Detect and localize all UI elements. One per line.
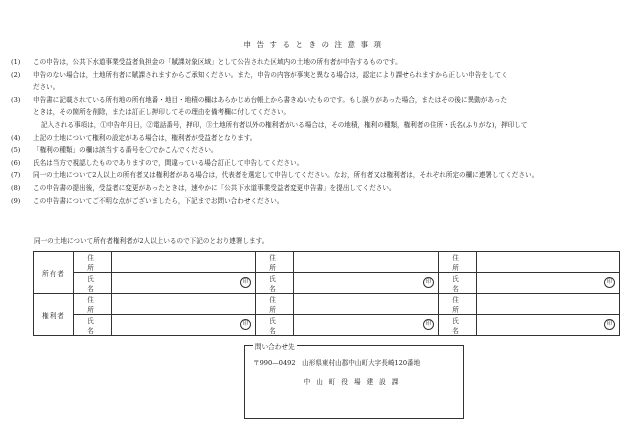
name-label: 氏 名 — [439, 273, 477, 294]
page-title: 申告するときの注意事項 — [243, 40, 387, 49]
note-3: (3) 申告書に記載されている所有地の所有地番・地目・地積の欄はあらかじめ台帳上から書きぬいたものです。もし誤りがあった場合，またはその後に異動があった ときは，その箇所を削除，または訂正し押印してその理由を備考欄に付してください。 記入される事項は，①申告年月日，②電話番号，押印，③土地所有者以外の権利者がいる場合は，その地積，権利の種類，権利者の住所・氏名(ふりがな)，押印して — [11, 95, 528, 129]
owner-name-field-2[interactable] — [294, 273, 439, 294]
owner-address-field-2[interactable] — [294, 252, 439, 273]
address-label: 住 所 — [439, 294, 477, 315]
right-name-row — [34, 315, 620, 336]
seal-icon: 印 — [240, 319, 251, 330]
seal-icon: 印 — [423, 319, 434, 330]
contact-department: 中山町役場建設課 — [303, 378, 405, 386]
seal-icon: 印 — [240, 277, 251, 288]
contact-header: 問い合わせ先 — [255, 343, 295, 351]
seal-icon: 印 — [423, 277, 434, 288]
owner-name-field-1[interactable] — [112, 273, 256, 294]
notes-list — [11, 56, 623, 207]
right-name-field-3[interactable] — [477, 315, 620, 336]
address-label: 住 所 — [74, 294, 112, 315]
note-8: (8) この申告書の提出後，受益者に変更があったときは，速やかに「公共下水道事業受益者変更申告書」を提出してください。 — [11, 183, 396, 192]
name-label: 氏 名 — [256, 315, 294, 336]
right-name-field-1[interactable] — [112, 315, 256, 336]
note-4: (4) 上記の土地について権利の設定がある場合は，権利者が受益者となります。 — [11, 133, 257, 142]
right-name-field-2[interactable] — [294, 315, 439, 336]
note-9: (9) この申告書についてご不明な点がございましたら，下記までお問い合わせください。 — [11, 196, 284, 205]
note-2: (2) 申告のない場合は，土地所有者に賦課されますからご承知ください。また，申告の内容が事実と異なる場合は，認定により課せられますから正しい申告をしてく ださい。 — [11, 70, 508, 92]
note-7: (7) 同一の土地について2人以上の所有者又は権利者がある場合は，代表者を選定して申告してください。なお，所有者又は権利者は，それぞれ所定の欄に連署してください。 — [11, 171, 539, 180]
note-6: (6) 氏名は当方で視認したものでありますので，間違っている場合訂正して申告してください。 — [11, 158, 304, 167]
name-label: 氏 名 — [74, 273, 112, 294]
contact-address: 〒990—0492 山形県東村山郡中山町大字長崎120番地 — [253, 359, 421, 367]
owner-name-row — [34, 273, 620, 294]
name-label: 氏 名 — [439, 315, 477, 336]
owner-address-field-3[interactable] — [477, 252, 620, 273]
contact-box — [244, 345, 464, 419]
cosign-table — [33, 251, 620, 336]
name-label: 氏 名 — [256, 273, 294, 294]
right-address-row — [34, 294, 620, 315]
name-label: 氏 名 — [74, 315, 112, 336]
owner-name-field-3[interactable] — [477, 273, 620, 294]
right-address-field-3[interactable] — [477, 294, 620, 315]
seal-icon: 印 — [604, 319, 615, 330]
address-label: 住 所 — [256, 252, 294, 273]
address-label: 住 所 — [256, 294, 294, 315]
right-holder-label: 権利者 — [34, 294, 74, 336]
right-address-field-2[interactable] — [294, 294, 439, 315]
cosign-intro: 同一の土地について所有者権利者が2人以上いるので下記のとおり連署します。 — [34, 237, 269, 245]
right-address-field-1[interactable] — [112, 294, 256, 315]
owner-address-field-1[interactable] — [112, 252, 256, 273]
seal-icon: 印 — [604, 277, 615, 288]
address-label: 住 所 — [74, 252, 112, 273]
owner-address-row — [34, 252, 620, 273]
note-1: (1) この申告は，公共下水道事業受益者負担金の「賦課対象区域」として公告された区域内の土地の所有者が申告するものです。 — [11, 58, 402, 66]
note-5: (5) 「権利の種類」の欄は該当する番号を〇でかこんでください。 — [11, 146, 218, 155]
owner-label: 所有者 — [34, 252, 74, 294]
address-label: 住 所 — [439, 252, 477, 273]
